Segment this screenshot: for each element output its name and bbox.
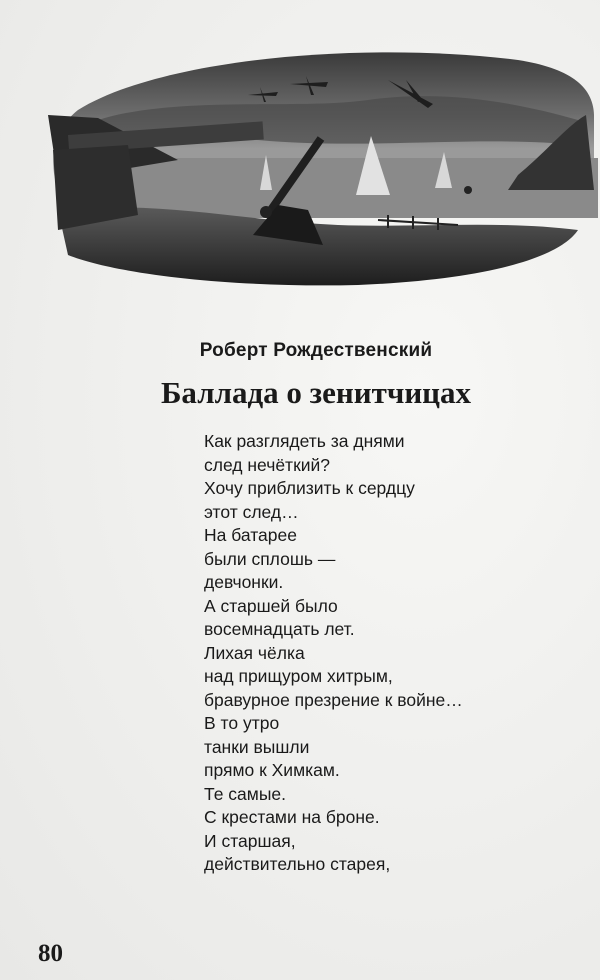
author-name: Роберт Рождественский [199,340,433,361]
soldier-head [260,206,272,218]
poem-line: прямо к Химкам. [204,760,340,780]
poem-line: над прищуром хитрым, [204,666,393,686]
poem-line: Те самые. [204,783,286,804]
poem-title: Баллада о зенитчицах [160,375,472,410]
poem-line: след нечёткий? [204,454,331,475]
soldier-head-2 [464,186,472,194]
ground [58,207,578,285]
poem-line: С крестами на броне. [204,807,380,827]
tank-hull [53,145,138,230]
poem-line: девчонки. [204,572,284,592]
wartime-illustration [38,40,598,290]
poem-line: действительно старея, [204,854,391,874]
poem-line: Хочу приблизить к сердцу [204,478,415,498]
poem-line: В то утро [204,713,280,733]
page-number: 80 [38,940,63,967]
poem-text [204,430,463,877]
poem-line: танки вышли [204,736,310,757]
poem-line: А старшей было [204,595,338,616]
poem-line: восемнадцать лет. [204,619,355,639]
poem-line: Как разглядеть за днями [204,431,405,451]
poem-line: этот след… [204,501,299,522]
poem-line: На батарее [204,525,297,545]
poem-line: И старшая, [204,830,296,851]
poem-line: были сплошь — [204,548,336,569]
poem-line: Лихая чёлка [204,642,305,663]
poem-line: бравурное презрение к войне… [204,689,463,710]
